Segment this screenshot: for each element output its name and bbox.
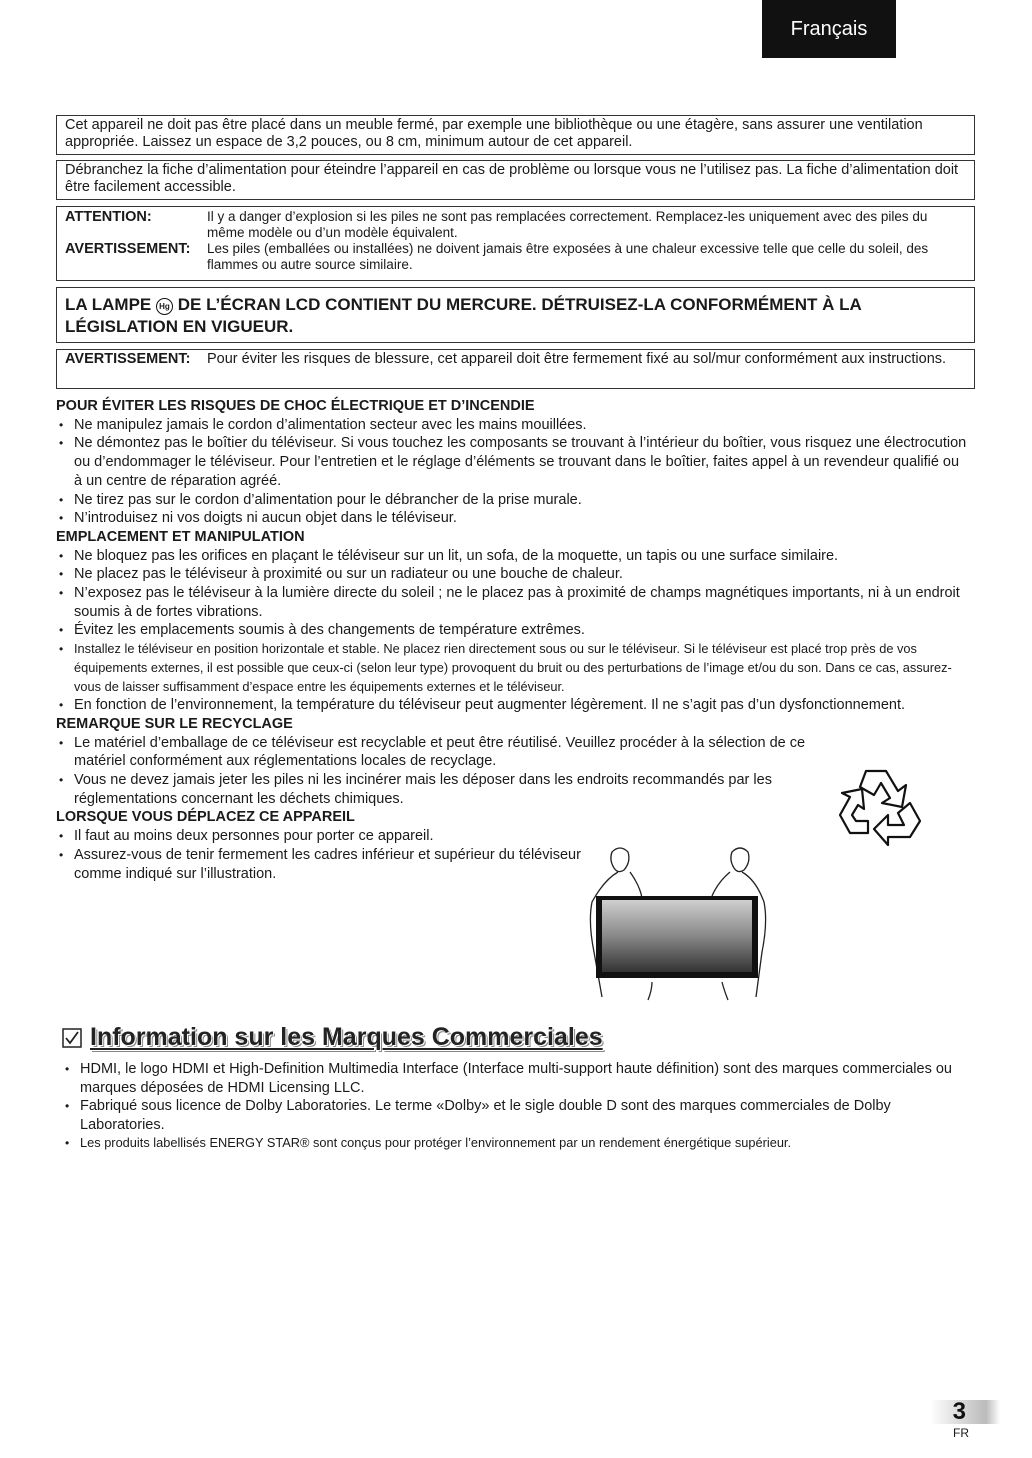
list-item: • N’exposez pas le téléviseur à la lumière directe du soleil ; ne le placez pas à proximité de champs magnétiques importants, ni à un endroit soumis à de fortes vibrations. <box>56 584 971 621</box>
checkbox-icon <box>62 1028 82 1048</box>
safety-sections <box>56 397 971 883</box>
list-item: • Ne placez pas le téléviseur à proximité ou sur un radiateur ou une bouche de chaleur. <box>56 565 971 584</box>
fixing-warning <box>56 349 975 389</box>
list-item: • HDMI, le logo HDMI et High-Definition Multimedia Interface (Interface multi-support haute définition) sont des marques commerciales ou marques déposées de HDMI Licensing LLC. <box>62 1060 972 1097</box>
trademark-section <box>62 1023 972 1153</box>
attention-text: Il y a danger d’explosion si les piles ne sont pas remplacées correctement. Remplacez-les uniquement avec des piles du même modèle ou d’un modèle équivalent. <box>207 209 928 240</box>
fixing-warning-label: AVERTISSEMENT: <box>65 351 191 367</box>
list-item: • En fonction de l’environnement, la température du téléviseur peut augmenter légèrement. Il ne s’agit pas d’un dysfonctionnement. <box>56 696 971 715</box>
fixing-warning-row <box>65 351 966 368</box>
page-number: 3 <box>952 1398 966 1425</box>
trademark-heading: Information sur les Marques Commerciales <box>90 1023 603 1051</box>
list-item: • Ne manipulez jamais le cordon d’alimentation secteur avec les mains mouillées. <box>56 416 971 435</box>
power-plug-notice-text: Débranchez la fiche d’alimentation pour éteindre l’appareil en cas de problème ou lorsque vous ne l’utilisez pas. La fiche d’alimentation doit être facilement accessible. <box>65 162 959 195</box>
list-item: • N’introduisez ni vos doigts ni aucun objet dans le téléviseur. <box>56 509 971 528</box>
recycling-list <box>56 734 971 809</box>
mercury-hg-icon: Hg <box>156 298 173 315</box>
list-item: • Il faut au moins deux personnes pour porter ce appareil. <box>56 827 604 846</box>
power-plug-notice <box>56 160 975 200</box>
battery-warnings <box>56 206 975 281</box>
ventilation-notice <box>56 115 975 155</box>
tv-screen <box>602 900 752 972</box>
recycle-icon <box>836 763 926 848</box>
attention-row <box>65 209 966 241</box>
mercury-text-part2: DE L’ÉCRAN LCD CONTIENT DU MERCURE. DÉTRUISEZ-LA CONFORMÉMENT À LA LÉGISLATION EN VIGUEUR. <box>65 295 862 336</box>
mercury-warning <box>56 287 975 343</box>
electric-section-title: POUR ÉVITER LES RISQUES DE CHOC ÉLECTRIQUE ET D’INCENDIE <box>56 398 535 414</box>
trademark-heading-row <box>62 1023 972 1052</box>
placement-list <box>56 547 971 715</box>
electric-list <box>56 416 971 528</box>
ventilation-notice-text: Cet appareil ne doit pas être placé dans un meuble fermé, par exemple une bibliothèque ou une étagère, sans assurer une ventilation appropriée. Laissez un espace de 3,2 pouces, ou 8 cm, minimum autour de cet appareil. <box>65 117 923 150</box>
list-item: • Installez le téléviseur en position horizontale et stable. Ne placez rien directement sous ou sur le téléviseur. Si le téléviseur est placé trop près de vos équipements externes, il est possible que ceux-ci (selon leur type) provoquent du bruit ou des perturbations de l’image et/ou du son. Dans ce cas, assurez-vous de laisser suffisamment d’espace entre les équipements externes et le téléviseur. <box>56 640 971 696</box>
page-number-badge <box>930 1400 1000 1424</box>
moving-section-title: LORSQUE VOUS DÉPLACEZ CE APPAREIL <box>56 809 355 826</box>
list-item: • Le matériel d’emballage de ce téléviseur est recyclable et peut être réutilisé. Veuillez procéder à la sélection de ce matériel conformément aux réglementations locales de recyclage. <box>56 734 844 771</box>
list-item: • Vous ne devez jamais jeter les piles ni les incinérer mais les déposer dans les endroits recommandés par les réglementations concernant les déchets chimiques. <box>56 771 844 808</box>
placement-section-title: EMPLACEMENT ET MANIPULATION <box>56 528 305 545</box>
moving-list <box>56 827 971 883</box>
list-item: • Les produits labellisés ENERGY STAR® sont conçus pour protéger l’environnement par un rendement énergétique supérieur. <box>62 1134 972 1153</box>
list-item: • Fabriqué sous licence de Dolby Laboratories. Le terme «Dolby» et le sigle double D sont des marques commerciales de Dolby Laboratories. <box>62 1097 972 1134</box>
page-language-label: FR <box>953 1426 969 1440</box>
tv-carrying-illustration <box>582 842 772 1002</box>
list-item: • Ne démontez pas le boîtier du téléviseur. Si vous touchez les composants se trouvant à l’intérieur du boîtier, vous risquez une électrocution ou d’endommager le téléviseur. Pour l’entretien et le réglage d’éléments se trouvant dans le boîtier, faites appel à un revendeur qualifié ou à un centre de réparation agréé. <box>56 434 971 490</box>
trademark-list <box>62 1060 972 1153</box>
list-item: • Ne bloquez pas les orifices en plaçant le téléviseur sur un lit, un sofa, de la moquette, un tapis ou une surface similaire. <box>56 547 971 566</box>
attention-label: ATTENTION: <box>65 209 152 225</box>
list-item: • Ne tirez pas sur le cordon d’alimentation pour le débrancher de la prise murale. <box>56 491 971 510</box>
avertissement-label: AVERTISSEMENT: <box>65 241 191 257</box>
recycling-section-title: REMARQUE SUR LE RECYCLAGE <box>56 715 293 732</box>
avertissement-text: Les piles (emballées ou installées) ne doivent jamais être exposées à une chaleur excessive telle que celle du soleil, des flammes ou autre source similaire. <box>207 241 929 272</box>
mercury-text-part1: LA LAMPE <box>65 295 152 314</box>
list-item: • Assurez-vous de tenir fermement les cadres inférieur et supérieur du téléviseur comme indiqué sur l’illustration. <box>56 846 604 883</box>
avertissement-row <box>65 241 966 273</box>
language-tab: Français <box>762 0 896 58</box>
list-item: • Évitez les emplacements soumis à des changements de température extrêmes. <box>56 621 971 640</box>
fixing-warning-text: Pour éviter les risques de blessure, cet appareil doit être fermement fixé au sol/mur conformément aux instructions. <box>207 351 947 367</box>
